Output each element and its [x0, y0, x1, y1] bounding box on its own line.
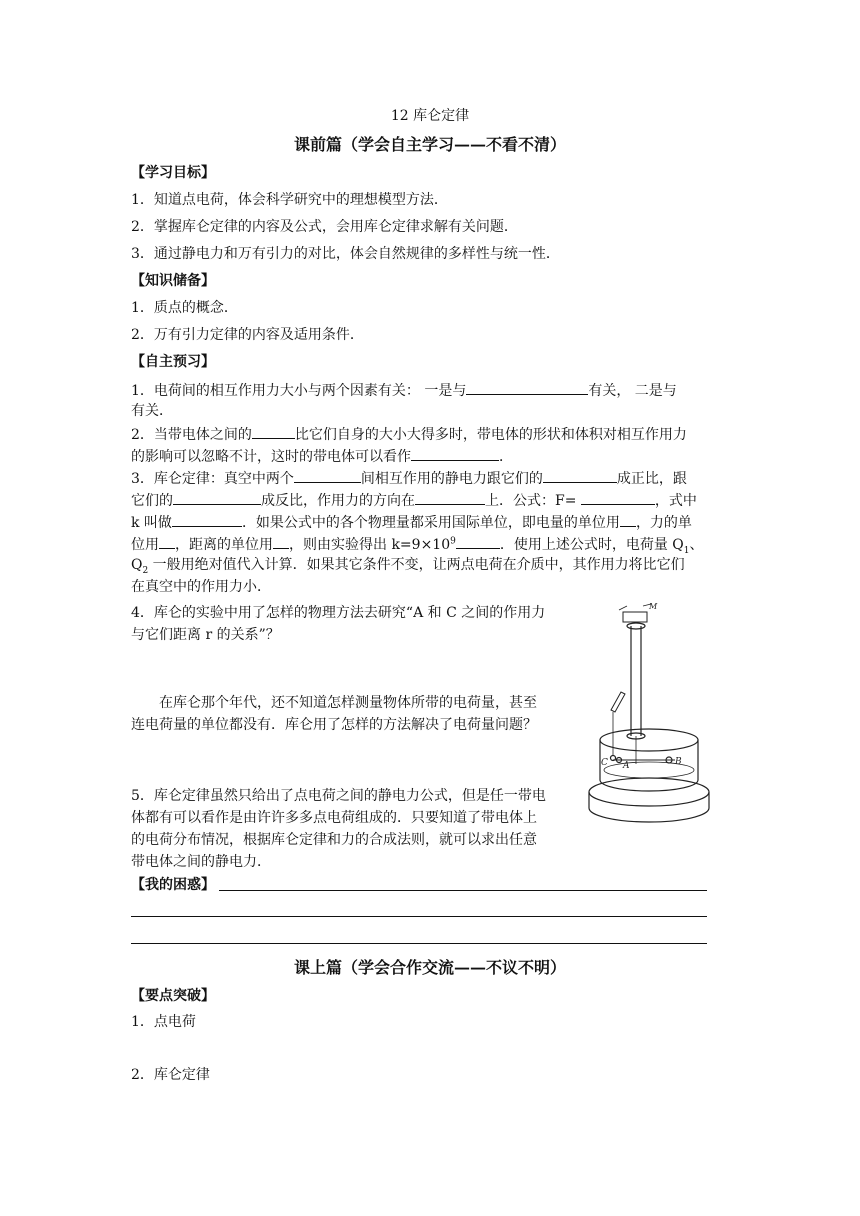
- q2-text-c: 的影响可以忽略不计，这时的带电体可以看作: [131, 449, 411, 465]
- q3-sub-2: 2: [142, 565, 149, 576]
- q3-text-l: ，距离的单位用: [175, 537, 273, 553]
- q2-blank-1[interactable]: [252, 423, 295, 439]
- objective-item: 2．掌握库仑定律的内容及公式，会用库仑定律求解有关问题．: [131, 219, 518, 235]
- question-1-line-1: [131, 379, 677, 401]
- question-1-line-2: 有关．: [131, 403, 173, 419]
- objective-item: 1．知道点电荷，体会科学研究中的理想模型方法．: [131, 192, 448, 208]
- question-5-line-3: 的电荷分布情况，根据库仑定律和力的合成法则，就可以求出任意: [131, 832, 537, 848]
- q3-text-h: k 叫做: [131, 515, 172, 531]
- q1-text-b: 有关， 二是与: [588, 383, 677, 399]
- q3-text-g: ，式中: [654, 493, 697, 509]
- q2-blank-2[interactable]: [411, 445, 499, 461]
- question-4-line-1: 4．库仑的实验中用了怎样的物理方法去研究“A 和 C 之间的作用力: [131, 605, 546, 621]
- q3-exponent: 9: [450, 536, 456, 547]
- section-heading-preclass: 课前篇（学会自主学习——不看不清）: [293, 135, 566, 154]
- q1-blank-1[interactable]: [466, 379, 588, 395]
- q2-text-d: ．: [499, 449, 513, 465]
- q3-blank-3[interactable]: [173, 489, 261, 505]
- q3-blank-5[interactable]: [172, 511, 242, 527]
- question-3-line-4: [131, 533, 704, 555]
- q3-text-j: ，力的单: [635, 515, 692, 531]
- keypoints-heading: 【要点突破】: [131, 988, 215, 1004]
- q3-text-p: Q: [131, 557, 143, 573]
- q3-blank-8[interactable]: [273, 533, 289, 549]
- question-3-line-6: 在真空中的作用力小．: [131, 579, 271, 595]
- q3-text-o: 、: [689, 537, 704, 553]
- question-5-line-4: 带电体之间的静电力．: [131, 854, 271, 870]
- q3-text-k: 位用: [131, 537, 159, 553]
- q2-text-a: 2．当带电体之间的: [131, 427, 252, 443]
- q3-text-i: ．如果公式中的各个物理量都采用国际单位，即电量的单位用: [241, 515, 620, 531]
- question-3-line-2: [131, 489, 697, 511]
- q3-text-d: 它们的: [131, 493, 173, 509]
- section-heading-inclass: 课上篇（学会合作交流——不议不明）: [293, 958, 566, 977]
- question-3-line-3: [131, 511, 692, 533]
- objective-item: 3．通过静电力和万有引力的对比，体会自然规律的多样性与统一性．: [131, 246, 560, 262]
- q3-blank-9[interactable]: [456, 533, 500, 549]
- question-3-line-1: [131, 467, 687, 489]
- question-4-line-2: 与它们距离 r 的关系”？: [131, 627, 280, 643]
- figure-label-b: B: [675, 757, 682, 767]
- prep-item: 1．质点的概念．: [131, 300, 238, 316]
- confusion-answer-line[interactable]: [131, 943, 707, 944]
- figure-label-c: C: [601, 758, 608, 768]
- q3-text-n: ．使用上述公式时，电荷量 Q: [499, 537, 684, 553]
- prep-heading: 【知识储备】: [131, 273, 215, 289]
- q3-text-c: 成正比，跟: [616, 471, 687, 487]
- figure-label-m: M: [649, 602, 658, 611]
- question-5-line-1: 5．库仑定律虽然只给出了点电荷之间的静电力公式，但是任一带电: [131, 788, 546, 804]
- q1-text-a: 1．电荷间的相互作用力大小与两个因素有关： 一是与: [131, 383, 467, 399]
- q3-sub-1: 1: [683, 545, 690, 556]
- q3-blank-1[interactable]: [294, 467, 361, 483]
- q3-text-m: ，则由实验得出 k=9×10: [289, 537, 451, 553]
- question-4-line-4: 连电荷量的单位都没有．库仑用了怎样的方法解决了电荷量问题？: [131, 717, 537, 733]
- figure-label-a: A: [623, 761, 630, 771]
- confusion-answer-line[interactable]: [219, 890, 707, 891]
- lesson-title: 12 库仑定律: [390, 108, 470, 124]
- q3-text-q: 一般用绝对值代入计算．如果其它条件不变，让两点电荷在介质中，其作用力将比它们: [148, 557, 685, 573]
- q3-blank-4[interactable]: [415, 489, 485, 505]
- keypoint-item: 2．库仑定律: [131, 1067, 210, 1083]
- question-4-line-3: 在库仑那个年代，还不知道怎样测量物体所带的电荷量，甚至: [159, 695, 537, 711]
- q3-text-a: 3．库仑定律：真空中两个: [131, 471, 294, 487]
- keypoint-item: 1．点电荷: [131, 1014, 196, 1030]
- preview-heading: 【自主预习】: [131, 354, 215, 370]
- question-5-line-2: 体都有可以看作是由许许多多点电荷组成的．只要知道了带电体上: [131, 810, 537, 826]
- objectives-heading: 【学习目标】: [131, 165, 215, 181]
- q3-text-b: 间相互作用的静电力跟它们的: [360, 471, 543, 487]
- confusion-heading: 【我的困惑】: [131, 877, 215, 893]
- torsion-balance-figure: [583, 600, 713, 836]
- q2-text-b: 比它们自身的大小大得多时，带电体的形状和体积对相互作用力: [294, 427, 687, 443]
- q3-blank-2[interactable]: [543, 467, 617, 483]
- q3-blank-6[interactable]: [620, 511, 636, 527]
- question-3-line-5: [131, 555, 685, 575]
- confusion-answer-line[interactable]: [131, 916, 707, 917]
- q3-text-f: 上．公式：F=: [485, 493, 577, 509]
- question-2-line-2: [131, 445, 513, 467]
- q3-blank-7[interactable]: [159, 533, 175, 549]
- prep-item: 2．万有引力定律的内容及适用条件．: [131, 327, 364, 343]
- q3-formula-blank[interactable]: [581, 489, 655, 505]
- question-2-line-1: [131, 423, 687, 445]
- q3-text-e: 成反比，作用力的方向在: [261, 493, 415, 509]
